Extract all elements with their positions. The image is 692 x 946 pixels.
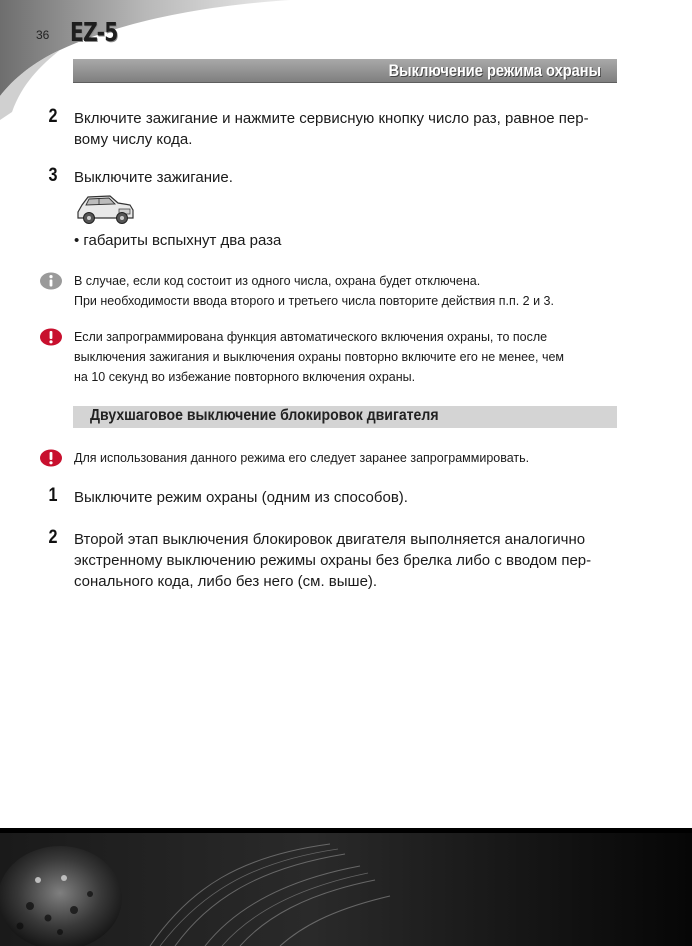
brand-logo: EZ-5 <box>70 18 118 48</box>
step-text-line: вому числу кода. <box>74 131 193 148</box>
step-text-line: Второй этап выключения блокировок двигателя выполняется аналогично <box>74 531 586 548</box>
step-text-line: сонального кода, либо без него (см. выше). <box>74 573 378 590</box>
note-text-line: Если запрограммирована функция автоматического включения охраны, то после <box>74 330 548 344</box>
section-title: Выключение режима охраны <box>388 61 601 80</box>
note-text: Для использования данного режима его следует заранее запрограммировать. <box>74 451 530 465</box>
step-text: Выключите режим охраны (одним из способов). <box>74 489 408 506</box>
note-text-line: на 10 секунд во избежание повторного включения охраны. <box>74 370 416 384</box>
bullet-item: • габариты вспыхнут два раза <box>74 232 282 249</box>
section-header-bar <box>73 59 617 83</box>
step-number: 2 <box>48 527 58 548</box>
step-text-line: Включите зажигание и нажмите сервисную кнопку число раз, равное пер- <box>74 110 589 127</box>
page-number: 36 <box>36 28 50 42</box>
footer-decorative-image <box>0 828 692 946</box>
note-text-line: При необходимости ввода второго и третьего числа повторите действия п.п. 2 и 3. <box>74 294 554 308</box>
note-text-line: выключения зажигания и выключения охраны повторно включите его не менее, чем <box>74 350 565 364</box>
step-number: 1 <box>48 485 58 506</box>
note-text-line: В случае, если код состоит из одного числа, охрана будет отключена. <box>74 274 481 288</box>
step-text: Выключите зажигание. <box>74 169 233 186</box>
step-number: 2 <box>48 106 58 127</box>
step-number: 3 <box>48 165 58 186</box>
warning-icon <box>39 328 63 346</box>
subsection-title: Двухшаговое выключение блокировок двигателя <box>90 407 439 424</box>
subsection-header-bar <box>73 406 617 428</box>
warning-icon <box>39 449 63 467</box>
step-text-line: экстренному выключению режимы охраны без брелка либо с вводом пер- <box>74 552 592 569</box>
info-icon <box>39 272 63 290</box>
suv-car-icon <box>74 192 136 226</box>
